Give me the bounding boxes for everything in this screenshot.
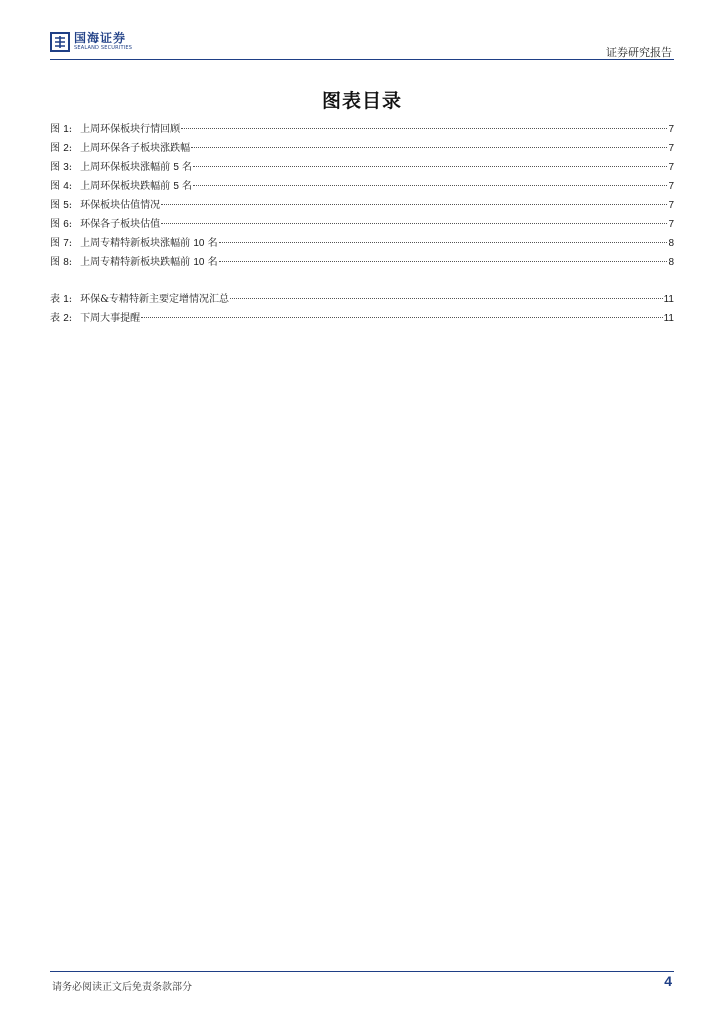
page-header [50,30,674,60]
figure-entry-page: 7 [668,124,674,135]
figure-entry-title: 上周专精特新板块涨幅前 10 名 [80,238,218,249]
figure-entry[interactable] [50,253,674,272]
logo-chinese-name: 国海证券 [74,31,127,45]
figure-entry[interactable] [50,177,674,196]
figure-entry-title: 上周环保各子板块涨跌幅 [80,143,191,154]
figure-list [50,120,674,272]
figure-entry-page: 8 [668,257,674,268]
logo-english-name: SEALAND SECURITIES [74,45,133,51]
leader-dots [230,298,663,299]
leader-dots [193,185,667,186]
figure-entry-page: 8 [668,238,674,249]
footer-divider [50,971,674,972]
figure-entry-label: 图 5: [50,200,73,211]
figure-entry[interactable] [50,196,674,215]
figure-entry[interactable] [50,120,674,139]
leader-dots [219,242,668,243]
page-number: 4 [664,973,672,989]
table-entry-title: 环保&专精特新主要定增情况汇总 [80,294,230,305]
figure-entry[interactable] [50,139,674,158]
leader-dots [191,147,667,148]
footer-disclaimer: 请务必阅读正文后免责条款部分 [52,982,192,993]
figure-entry-page: 7 [668,219,674,230]
figure-entry-title: 上周环保板块涨幅前 5 名 [80,162,193,173]
figure-entry[interactable] [50,215,674,234]
table-entry-label: 表 2: [50,313,73,324]
figure-entry-title: 环保板块估值情况 [80,200,161,211]
figure-entry-label: 图 3: [50,162,73,173]
figure-entry-label: 图 8: [50,257,73,268]
figure-entry-label: 图 2: [50,143,73,154]
table-entry[interactable] [50,290,674,309]
leader-dots [181,128,667,129]
figure-entry[interactable] [50,158,674,177]
page-title: 图表目录 [321,90,402,112]
table-entry-label: 表 1: [50,294,73,305]
company-logo [50,32,132,52]
figure-entry-page: 7 [668,181,674,192]
figure-entry-page: 7 [668,200,674,211]
figure-entry-label: 图 1: [50,124,73,135]
figure-entry-page: 7 [668,143,674,154]
figure-entry-page: 7 [668,162,674,173]
leader-dots [219,261,668,262]
figure-entry-label: 图 4: [50,181,73,192]
leader-dots [193,166,667,167]
figure-entry-label: 图 6: [50,219,73,230]
figure-entry-title: 上周环保板块跌幅前 5 名 [80,181,193,192]
header-divider [50,59,674,60]
leader-dots [161,204,667,205]
leader-dots [141,317,662,318]
table-list [50,290,674,328]
figure-entry-title: 上周专精特新板块跌幅前 10 名 [80,257,218,268]
table-entry-title: 下周大事提醒 [80,313,141,324]
leader-dots [161,223,667,224]
figure-entry[interactable] [50,234,674,253]
table-entry-page: 11 [663,294,674,305]
figure-entry-title: 环保各子板块估值 [80,219,161,230]
figure-entry-title: 上周环保板块行情回顾 [80,124,181,135]
report-type: 证券研究报告 [606,46,672,59]
figure-entry-label: 图 7: [50,238,73,249]
sealand-logo-icon [50,32,70,52]
table-entry[interactable] [50,309,674,328]
table-entry-page: 11 [663,313,674,324]
